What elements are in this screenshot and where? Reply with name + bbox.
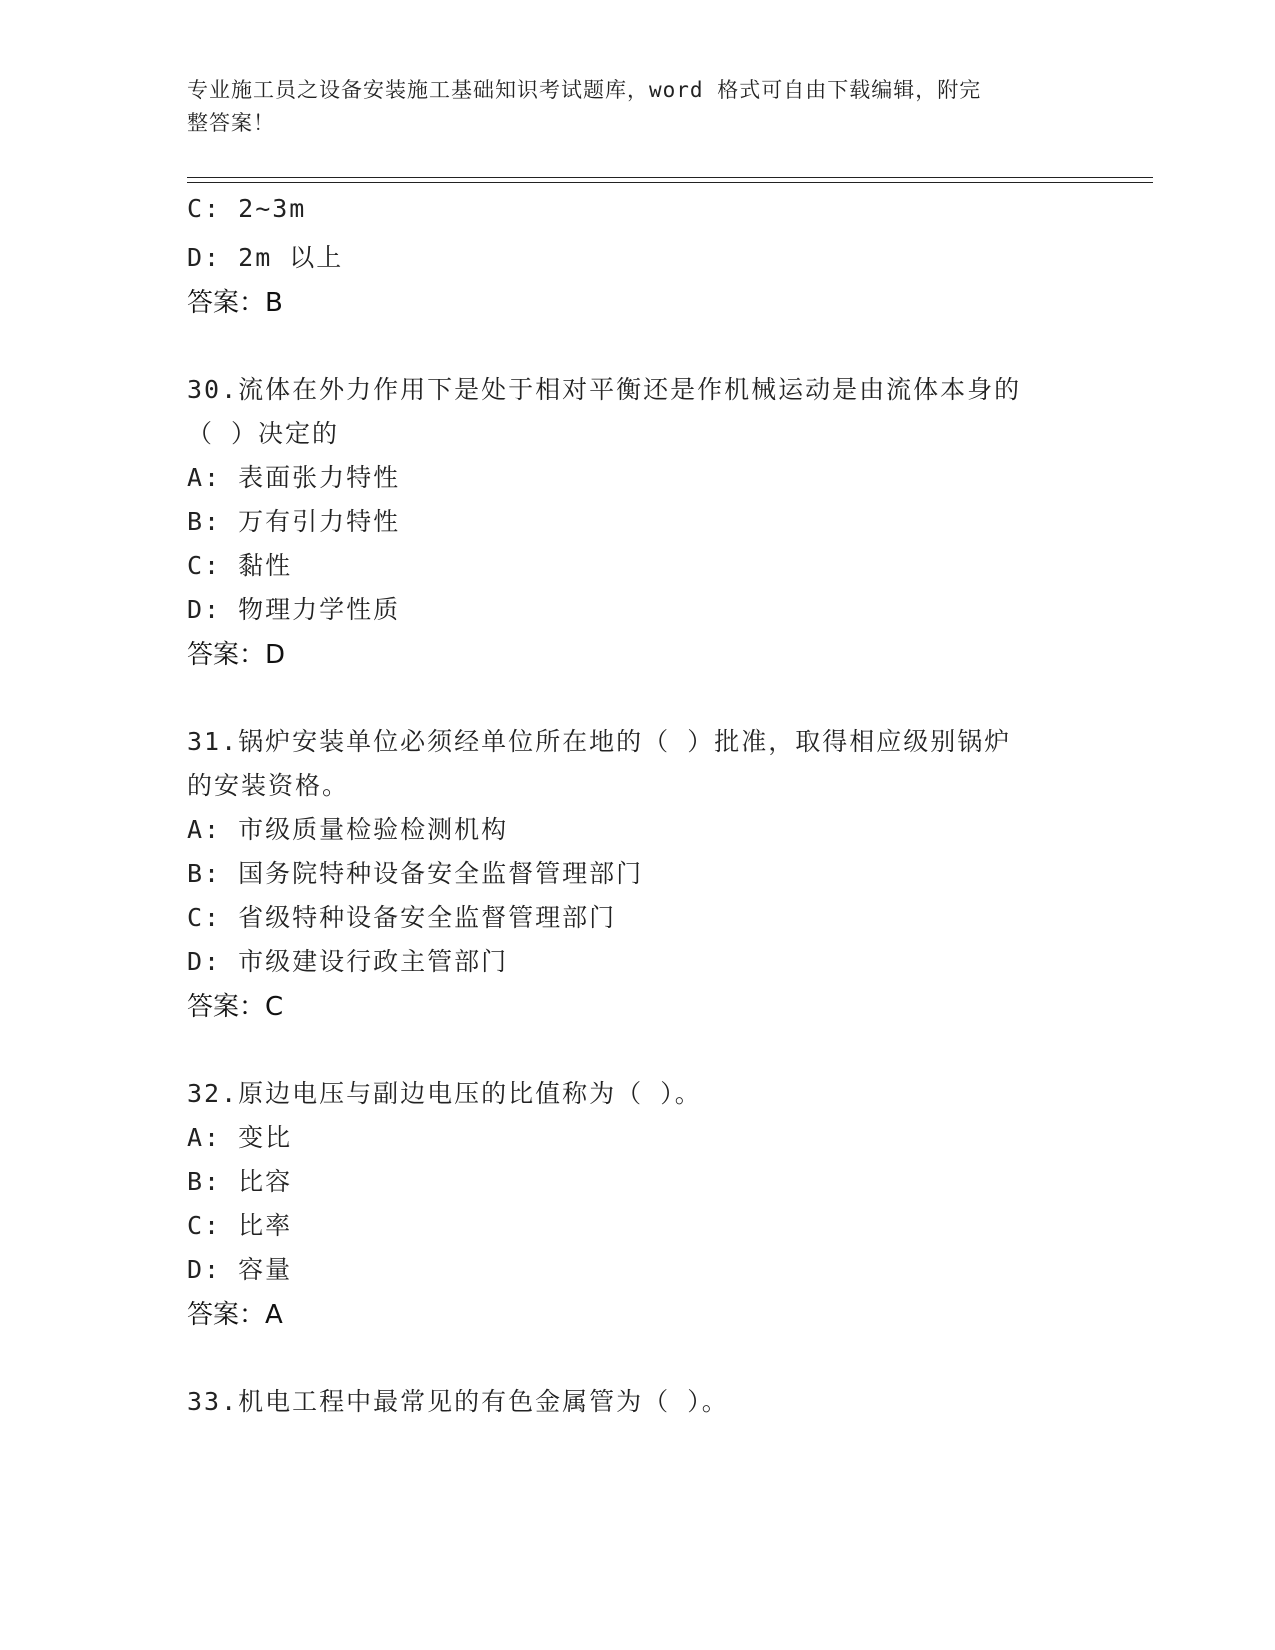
page-header: [187, 74, 1087, 140]
prev-answer: 答案：B: [187, 288, 283, 318]
q32-answer: 答案：A: [187, 1300, 283, 1330]
q31-option-d: D: 市级建设行政主管部门: [187, 947, 509, 976]
q31-option-c: C: 省级特种设备安全监督管理部门: [187, 903, 617, 932]
q32-option-b: B: 比容: [187, 1167, 293, 1196]
q31-option-a: A: 市级质量检验检测机构: [187, 815, 509, 844]
header-rule-bottom: [187, 182, 1153, 183]
q30-stem-line-1: 30.流体在外力作用下是处于相对平衡还是作机械运动是由流体本身的: [187, 375, 1022, 404]
q32-option-c: C: 比率: [187, 1211, 293, 1240]
q30-option-b: B: 万有引力特性: [187, 507, 401, 536]
q30-option-a: A: 表面张力特性: [187, 463, 401, 492]
header-line-2: 整答案！: [187, 111, 275, 135]
prev-option-c: C: 2~3m: [187, 194, 307, 223]
q30-option-d: D: 物理力学性质: [187, 595, 401, 624]
q31-stem-line-2: 的安装资格。: [187, 771, 350, 800]
q32-stem-line-1: 32.原边电压与副边电压的比值称为（ ）。: [187, 1079, 702, 1108]
q31-option-b: B: 国务院特种设备安全监督管理部门: [187, 859, 644, 888]
header-rule-top: [187, 177, 1153, 178]
q33-stem-line-1: 33.机电工程中最常见的有色金属管为（ ）。: [187, 1387, 729, 1416]
q30-stem-line-2: （ ）决定的: [187, 419, 340, 448]
q32-option-d: D: 容量: [187, 1255, 293, 1284]
q30-option-c: C: 黏性: [187, 551, 293, 580]
q31-answer: 答案：C: [187, 992, 284, 1022]
q30-answer: 答案：D: [187, 640, 286, 670]
q32-option-a: A: 变比: [187, 1123, 293, 1152]
header-line-1: 专业施工员之设备安装施工基础知识考试题库，word 格式可自由下载编辑，附完: [187, 78, 982, 102]
prev-option-d: D: 2m 以上: [187, 243, 344, 272]
q31-stem-line-1: 31.锅炉安装单位必须经单位所在地的（ ）批准，取得相应级别锅炉: [187, 727, 1012, 756]
